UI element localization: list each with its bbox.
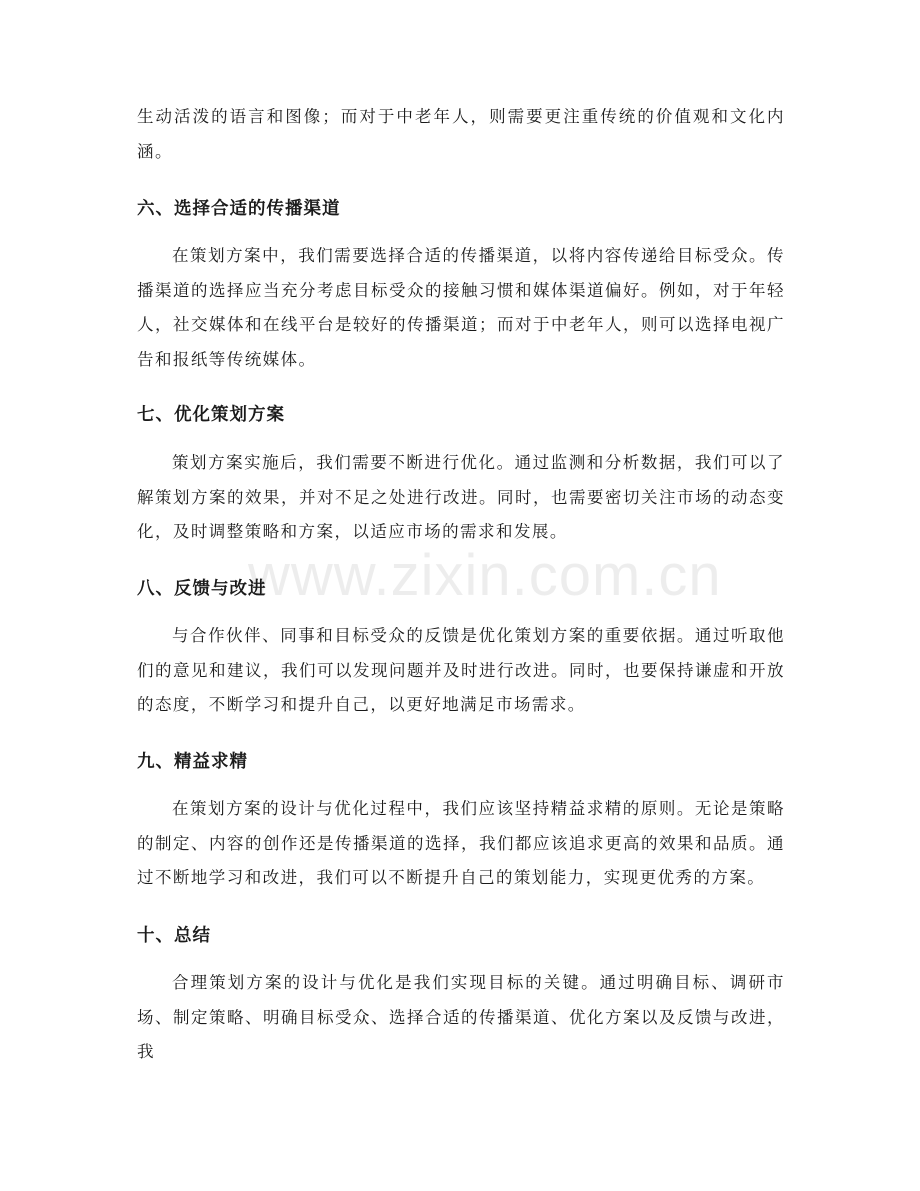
watermark: www.zixin.com.cn	[248, 543, 722, 608]
intro-continuation-paragraph: 生动活泼的语言和图像；而对于中老年人，则需要更注重传统的价值观和文化内涵。	[137, 107, 785, 161]
section-body-6: 在策划方案中，我们需要选择合适的传播渠道，以将内容传递给目标受众。传播渠道的选择应当充分考虑目标受众的接触习惯和媒体渠道偏好。例如，对于年轻人，社交媒体和在线平台是较好的传播渠道；而对于中老年人，则可以选择电视广告和报纸等传统媒体。	[137, 246, 785, 369]
section-body-9: 在策划方案的设计与优化过程中，我们应该坚持精益求精的原则。无论是策略的制定、内容的创作还是传播渠道的选择，我们都应该追求更高的效果和品质。通过不断地学习和改进，我们可以不断提升自己的策划能力，实现更优秀的方案。	[137, 799, 785, 887]
section-body-8: 与合作伙伴、同事和目标受众的反馈是优化策划方案的重要依据。通过听取他们的意见和建议，我们可以发现问题并及时进行改进。同时，也要保持谦虚和开放的态度，不断学习和提升自己，以更好地满足市场需求。	[137, 626, 785, 714]
section-heading-9: 九、精益求精	[137, 752, 248, 772]
section-body-10: 合理策划方案的设计与优化是我们实现目标的关键。通过明确目标、调研市场、制定策略、明确目标受众、选择合适的传播渠道、优化方案以及反馈与改进，我	[137, 973, 785, 1061]
section-heading-8: 八、反馈与改进	[137, 579, 267, 599]
section-heading-7: 七、优化策划方案	[137, 405, 285, 425]
section-heading-10: 十、总结	[137, 926, 211, 946]
section-body-7: 策划方案实施后，我们需要不断进行优化。通过监测和分析数据，我们可以了解策划方案的效果，并对不足之处进行改进。同时，也需要密切关注市场的动态变化，及时调整策略和方案，以适应市场的需求和发展。	[137, 453, 785, 541]
section-heading-6: 六、选择合适的传播渠道	[137, 199, 341, 219]
